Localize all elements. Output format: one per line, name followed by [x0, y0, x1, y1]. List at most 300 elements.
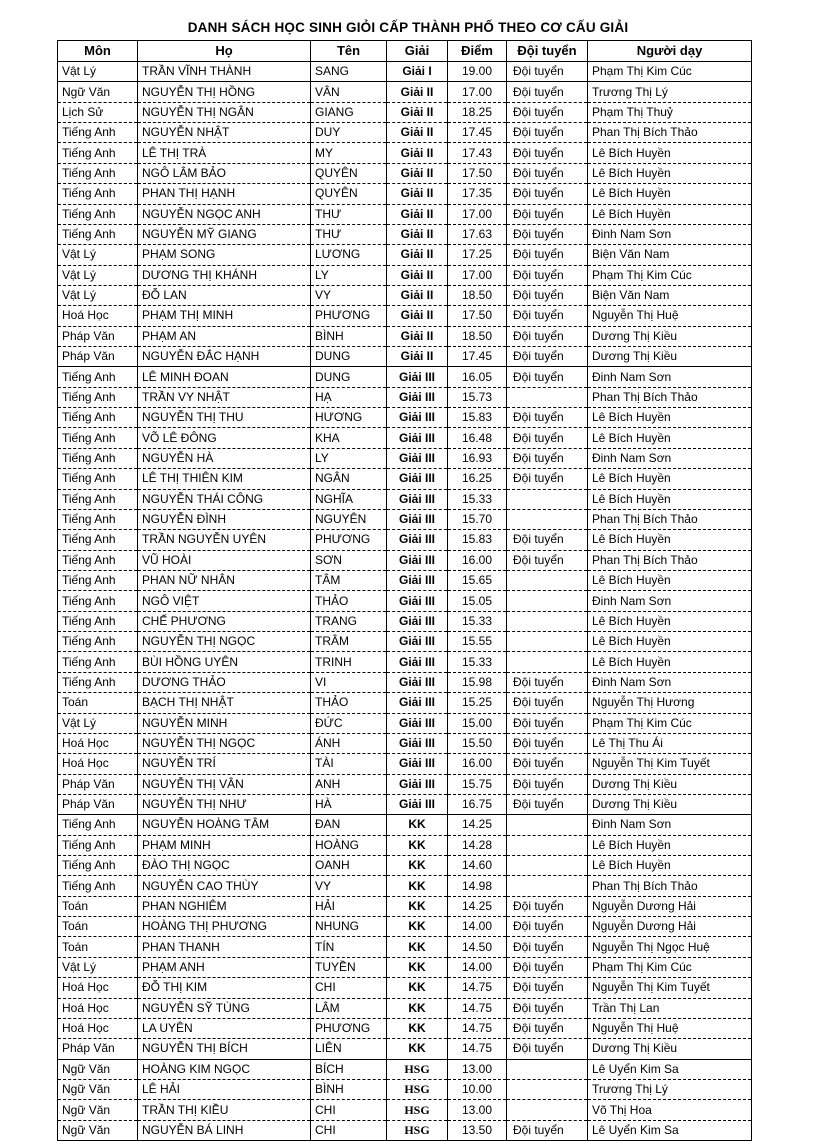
cell-giai: KK [387, 998, 448, 1018]
cell-nguoi-day: Lê Bích Huyền [588, 632, 752, 652]
cell-nguoi-day: Lê Bích Huyền [588, 835, 752, 855]
cell-ten: ĐAN [311, 815, 387, 835]
cell-ho: BÙI HỒNG UYÊN [138, 652, 311, 672]
cell-doi-tuyen [507, 1079, 588, 1099]
table-row [58, 570, 752, 590]
cell-mon: Pháp Văn [58, 774, 138, 794]
cell-mon: Hoá Học [58, 754, 138, 774]
cell-mon: Vật Lý [58, 285, 138, 305]
cell-mon: Hoá Học [58, 306, 138, 326]
cell-nguoi-day: Đinh Nam Sơn [588, 672, 752, 692]
cell-ho: TRẦN NGUYỄN UYÊN [138, 530, 311, 550]
cell-ho: TRẦN VY NHẬT [138, 387, 311, 407]
cell-mon: Ngữ Văn [58, 82, 138, 102]
cell-doi-tuyen: Đội tuyển [507, 896, 588, 916]
cell-doi-tuyen: Đội tuyển [507, 693, 588, 713]
cell-doi-tuyen: Đội tuyển [507, 102, 588, 122]
cell-doi-tuyen: Đội tuyển [507, 917, 588, 937]
cell-nguoi-day: Lê Uyển Kim Sa [588, 1059, 752, 1079]
cell-ten: DUY [311, 123, 387, 143]
cell-ten: THẢO [311, 591, 387, 611]
cell-ten: THƯ [311, 224, 387, 244]
cell-diem: 17.50 [448, 306, 507, 326]
cell-diem: 14.25 [448, 896, 507, 916]
cell-mon: Hoá Học [58, 978, 138, 998]
cell-diem: 15.83 [448, 408, 507, 428]
cell-diem: 15.00 [448, 713, 507, 733]
cell-nguoi-day: Lê Bích Huyền [588, 469, 752, 489]
cell-doi-tuyen: Đội tuyển [507, 774, 588, 794]
cell-mon: Tiếng Anh [58, 611, 138, 631]
cell-nguoi-day: Phạm Thị Kim Cúc [588, 713, 752, 733]
cell-mon: Tiếng Anh [58, 448, 138, 468]
cell-giai: Giải II [387, 326, 448, 346]
cell-diem: 14.00 [448, 917, 507, 937]
cell-mon: Tiếng Anh [58, 428, 138, 448]
cell-diem: 17.00 [448, 204, 507, 224]
cell-mon: Tiếng Anh [58, 815, 138, 835]
cell-ten: BÌNH [311, 1079, 387, 1099]
cell-mon: Tiếng Anh [58, 184, 138, 204]
cell-ho: NGUYỄN NHẬT [138, 123, 311, 143]
table-row [58, 387, 752, 407]
cell-giai: KK [387, 876, 448, 896]
cell-mon: Toán [58, 693, 138, 713]
cell-doi-tuyen: Đội tuyển [507, 82, 588, 102]
cell-giai: KK [387, 978, 448, 998]
cell-doi-tuyen [507, 570, 588, 590]
cell-mon: Tiếng Anh [58, 672, 138, 692]
cell-diem: 15.73 [448, 387, 507, 407]
cell-nguoi-day: Đinh Nam Sơn [588, 224, 752, 244]
cell-mon: Tiếng Anh [58, 224, 138, 244]
table-row [58, 469, 752, 489]
cell-mon: Tiếng Anh [58, 570, 138, 590]
cell-diem: 15.25 [448, 693, 507, 713]
table-row [58, 306, 752, 326]
cell-giai: HSG [387, 1059, 448, 1079]
cell-nguoi-day: Lê Bích Huyền [588, 489, 752, 509]
cell-giai: HSG [387, 1120, 448, 1140]
cell-ten: CHI [311, 978, 387, 998]
cell-giai: KK [387, 896, 448, 916]
cell-diem: 15.55 [448, 632, 507, 652]
cell-giai: Giải II [387, 163, 448, 183]
cell-nguoi-day: Dương Thị Kiều [588, 774, 752, 794]
cell-ten: ĐỨC [311, 713, 387, 733]
cell-doi-tuyen [507, 591, 588, 611]
cell-ten: DUNG [311, 367, 387, 387]
cell-mon: Vật Lý [58, 265, 138, 285]
cell-doi-tuyen: Đội tuyển [507, 62, 588, 82]
table-row [58, 224, 752, 244]
cell-ho: PHAN THANH [138, 937, 311, 957]
cell-mon: Ngữ Văn [58, 1079, 138, 1099]
cell-mon: Toán [58, 917, 138, 937]
table-row [58, 693, 752, 713]
table-row [58, 448, 752, 468]
table-row [58, 835, 752, 855]
cell-giai: Giải II [387, 82, 448, 102]
table-row [58, 408, 752, 428]
cell-doi-tuyen [507, 652, 588, 672]
table-row [58, 876, 752, 896]
cell-ten: NHUNG [311, 917, 387, 937]
cell-doi-tuyen: Đội tuyển [507, 469, 588, 489]
cell-mon: Vật Lý [58, 713, 138, 733]
page-title: DANH SÁCH HỌC SINH GIỎI CẤP THÀNH PHỐ THEO CƠ CẤU GIẢI [187, 20, 629, 35]
cell-ten: QUYÊN [311, 163, 387, 183]
cell-doi-tuyen: Đội tuyển [507, 733, 588, 753]
cell-giai: Giải III [387, 733, 448, 753]
cell-giai: Giải III [387, 591, 448, 611]
cell-diem: 17.25 [448, 245, 507, 265]
cell-nguoi-day: Nguyễn Thị Huệ [588, 306, 752, 326]
cell-diem: 16.93 [448, 448, 507, 468]
table-row [58, 428, 752, 448]
cell-nguoi-day: Lê Bích Huyền [588, 530, 752, 550]
table-row [58, 509, 752, 529]
cell-ho: LÊ HẢI [138, 1079, 311, 1099]
cell-diem: 15.50 [448, 733, 507, 753]
cell-mon: Tiếng Anh [58, 123, 138, 143]
cell-ten: BÍCH [311, 1059, 387, 1079]
cell-mon: Tiếng Anh [58, 856, 138, 876]
cell-ho: LA UYÊN [138, 1018, 311, 1038]
cell-nguoi-day: Nguyễn Thị Ngọc Huệ [588, 937, 752, 957]
cell-diem: 14.75 [448, 1039, 507, 1059]
table-row [58, 82, 752, 102]
cell-diem: 15.33 [448, 489, 507, 509]
cell-giai: Giải II [387, 123, 448, 143]
cell-doi-tuyen: Đội tuyển [507, 224, 588, 244]
cell-diem: 17.00 [448, 82, 507, 102]
cell-diem: 15.65 [448, 570, 507, 590]
cell-ho: NGUYỄN THỊ HỒNG [138, 82, 311, 102]
cell-ten: LIÊN [311, 1039, 387, 1059]
cell-nguoi-day: Phan Thị Bích Thảo [588, 123, 752, 143]
cell-ten: HÀ [311, 794, 387, 814]
student-table [57, 40, 752, 1141]
cell-doi-tuyen: Đội tuyển [507, 265, 588, 285]
cell-mon: Tiếng Anh [58, 163, 138, 183]
cell-diem: 13.00 [448, 1059, 507, 1079]
cell-diem: 14.75 [448, 998, 507, 1018]
cell-doi-tuyen [507, 856, 588, 876]
cell-nguoi-day: Đinh Nam Sơn [588, 367, 752, 387]
cell-doi-tuyen: Đội tuyển [507, 285, 588, 305]
cell-nguoi-day: Lê Bích Huyền [588, 611, 752, 631]
cell-ho: NGUYỄN MINH [138, 713, 311, 733]
cell-diem: 16.75 [448, 794, 507, 814]
cell-ten: TRINH [311, 652, 387, 672]
cell-doi-tuyen: Đội tuyển [507, 163, 588, 183]
cell-giai: Giải III [387, 469, 448, 489]
table-row [58, 998, 752, 1018]
header-row [58, 41, 752, 62]
cell-doi-tuyen: Đội tuyển [507, 326, 588, 346]
cell-doi-tuyen: Đội tuyển [507, 672, 588, 692]
cell-mon: Vật Lý [58, 62, 138, 82]
cell-ho: NGUYỄN THỊ VÂN [138, 774, 311, 794]
cell-nguoi-day: Nguyễn Thị Hương [588, 693, 752, 713]
cell-nguoi-day: Nguyễn Thị Huệ [588, 1018, 752, 1038]
cell-nguoi-day: Phạm Thị Kim Cúc [588, 62, 752, 82]
cell-giai: Giải II [387, 285, 448, 305]
cell-doi-tuyen: Đội tuyển [507, 367, 588, 387]
cell-doi-tuyen: Đội tuyển [507, 306, 588, 326]
cell-doi-tuyen: Đội tuyển [507, 184, 588, 204]
cell-doi-tuyen: Đội tuyển [507, 1120, 588, 1140]
cell-nguoi-day: Đinh Nam Sơn [588, 448, 752, 468]
table-row [58, 794, 752, 814]
cell-diem: 19.00 [448, 62, 507, 82]
cell-diem: 15.70 [448, 509, 507, 529]
cell-ho: NGÔ VIỆT [138, 591, 311, 611]
table-row [58, 774, 752, 794]
cell-ten: VÂN [311, 82, 387, 102]
cell-ten: TUYỀN [311, 957, 387, 977]
cell-ten: PHƯƠNG [311, 530, 387, 550]
cell-mon: Toán [58, 896, 138, 916]
cell-doi-tuyen [507, 876, 588, 896]
cell-diem: 18.25 [448, 102, 507, 122]
cell-giai: Giải III [387, 489, 448, 509]
cell-ho: TRẦN VĨNH THÀNH [138, 62, 311, 82]
cell-nguoi-day: Nguyễn Dương Hải [588, 917, 752, 937]
cell-mon: Tiếng Anh [58, 876, 138, 896]
table-row [58, 1059, 752, 1079]
cell-ho: NGUYỄN THỊ NGỌC [138, 632, 311, 652]
cell-ten: TRÂM [311, 632, 387, 652]
cell-mon: Pháp Văn [58, 326, 138, 346]
cell-ho: PHẠM AN [138, 326, 311, 346]
cell-mon: Tiếng Anh [58, 489, 138, 509]
table-row [58, 957, 752, 977]
cell-doi-tuyen: Đội tuyển [507, 794, 588, 814]
header-diem: Điểm [448, 41, 507, 62]
cell-diem: 14.75 [448, 978, 507, 998]
cell-doi-tuyen: Đội tuyển [507, 204, 588, 224]
cell-ten: BÌNH [311, 326, 387, 346]
cell-giai: Giải III [387, 367, 448, 387]
cell-giai: Giải III [387, 530, 448, 550]
cell-ten: TRANG [311, 611, 387, 631]
table-row [58, 733, 752, 753]
cell-ho: DƯƠNG THỊ KHÁNH [138, 265, 311, 285]
table-row [58, 265, 752, 285]
cell-ho: NGUYỄN CAO THÙY [138, 876, 311, 896]
cell-ho: PHAN NỮ NHÂN [138, 570, 311, 590]
table-row [58, 184, 752, 204]
cell-doi-tuyen: Đội tuyển [507, 1018, 588, 1038]
cell-giai: Giải II [387, 184, 448, 204]
header-mon: Môn [58, 41, 138, 62]
header-doi-tuyen: Đội tuyển [507, 41, 588, 62]
table-row [58, 937, 752, 957]
cell-ten: SƠN [311, 550, 387, 570]
cell-ho: BẠCH THỊ NHẬT [138, 693, 311, 713]
cell-ho: NGUYỄN MỸ GIANG [138, 224, 311, 244]
cell-diem: 14.28 [448, 835, 507, 855]
cell-diem: 17.35 [448, 184, 507, 204]
cell-giai: Giải III [387, 570, 448, 590]
table-row [58, 163, 752, 183]
cell-giai: KK [387, 917, 448, 937]
cell-ten: VI [311, 672, 387, 692]
cell-mon: Tiếng Anh [58, 469, 138, 489]
cell-diem: 18.50 [448, 326, 507, 346]
cell-ten: CHI [311, 1120, 387, 1140]
cell-diem: 17.50 [448, 163, 507, 183]
table-row [58, 917, 752, 937]
cell-doi-tuyen: Đội tuyển [507, 1039, 588, 1059]
cell-ho: NGUYỄN HÀ [138, 448, 311, 468]
cell-diem: 15.98 [448, 672, 507, 692]
cell-ho: ĐỖ THỊ KIM [138, 978, 311, 998]
table-row [58, 285, 752, 305]
cell-ten: TÂM [311, 570, 387, 590]
cell-ho: NGUYỄN THỊ NGÂN [138, 102, 311, 122]
cell-nguoi-day: Lê Bích Huyền [588, 143, 752, 163]
cell-doi-tuyen [507, 835, 588, 855]
cell-mon: Tiếng Anh [58, 835, 138, 855]
cell-diem: 16.25 [448, 469, 507, 489]
cell-nguoi-day: Đinh Nam Sơn [588, 591, 752, 611]
table-row [58, 1018, 752, 1038]
cell-doi-tuyen: Đội tuyển [507, 408, 588, 428]
cell-ten: THƯ [311, 204, 387, 224]
cell-giai: Giải II [387, 245, 448, 265]
cell-mon: Tiếng Anh [58, 204, 138, 224]
table-row [58, 102, 752, 122]
cell-diem: 14.25 [448, 815, 507, 835]
cell-ho: NGUYỄN BÁ LINH [138, 1120, 311, 1140]
cell-ho: LÊ MINH ĐOAN [138, 367, 311, 387]
cell-giai: Giải I [387, 62, 448, 82]
cell-ten: LY [311, 448, 387, 468]
cell-ten: CHI [311, 1100, 387, 1120]
cell-nguoi-day: Võ Thị Hoa [588, 1100, 752, 1120]
cell-nguoi-day: Lê Uyển Kim Sa [588, 1120, 752, 1140]
cell-ten: THẢO [311, 693, 387, 713]
cell-ten: VY [311, 285, 387, 305]
cell-mon: Tiếng Anh [58, 143, 138, 163]
cell-giai: Giải II [387, 347, 448, 367]
table-row [58, 632, 752, 652]
cell-nguoi-day: Nguyễn Thị Kim Tuyết [588, 754, 752, 774]
cell-doi-tuyen: Đội tuyển [507, 428, 588, 448]
cell-ten: NGÂN [311, 469, 387, 489]
table-row [58, 530, 752, 550]
cell-diem: 17.45 [448, 123, 507, 143]
cell-diem: 14.98 [448, 876, 507, 896]
cell-mon: Ngữ Văn [58, 1059, 138, 1079]
cell-ho: HOÀNG THỊ PHƯƠNG [138, 917, 311, 937]
cell-diem: 16.05 [448, 367, 507, 387]
cell-ho: NGUYỄN ĐẮC HẠNH [138, 347, 311, 367]
cell-diem: 18.50 [448, 285, 507, 305]
cell-nguoi-day: Nguyễn Thị Kim Tuyết [588, 978, 752, 998]
header-ho: Họ [138, 41, 311, 62]
cell-giai: KK [387, 957, 448, 977]
cell-ten: HOÀNG [311, 835, 387, 855]
cell-nguoi-day: Lê Bích Huyền [588, 652, 752, 672]
cell-doi-tuyen: Đội tuyển [507, 245, 588, 265]
cell-giai: HSG [387, 1079, 448, 1099]
cell-mon: Hoá Học [58, 733, 138, 753]
cell-giai: Giải III [387, 509, 448, 529]
cell-ho: NGUYỄN HOÀNG TÂM [138, 815, 311, 835]
table-row [58, 204, 752, 224]
header-giai: Giải [387, 41, 448, 62]
cell-nguoi-day: Phạm Thị Thuỷ [588, 102, 752, 122]
cell-ho: NGUYỄN SỸ TÙNG [138, 998, 311, 1018]
cell-nguoi-day: Lê Bích Huyền [588, 856, 752, 876]
cell-ho: NGUYỄN THỊ THU [138, 408, 311, 428]
cell-giai: KK [387, 856, 448, 876]
cell-mon: Vật Lý [58, 245, 138, 265]
cell-ho: VŨ HOÀI [138, 550, 311, 570]
table-row [58, 611, 752, 631]
cell-ho: VÕ LÊ ĐÔNG [138, 428, 311, 448]
table-row [58, 815, 752, 835]
cell-doi-tuyen [507, 1100, 588, 1120]
cell-ten: ÁNH [311, 733, 387, 753]
cell-giai: Giải III [387, 550, 448, 570]
cell-ten: LÂM [311, 998, 387, 1018]
cell-ho: TRẦN THỊ KIỀU [138, 1100, 311, 1120]
cell-ten: LY [311, 265, 387, 285]
table-row [58, 713, 752, 733]
header-ten: Tên [311, 41, 387, 62]
cell-diem: 14.00 [448, 957, 507, 977]
cell-mon: Tiếng Anh [58, 550, 138, 570]
cell-ho: PHAN THỊ HẠNH [138, 184, 311, 204]
table-row [58, 591, 752, 611]
cell-doi-tuyen [507, 1059, 588, 1079]
cell-giai: Giải III [387, 408, 448, 428]
table-row [58, 1079, 752, 1099]
cell-diem: 16.00 [448, 754, 507, 774]
cell-diem: 16.48 [448, 428, 507, 448]
cell-ho: ĐỖ LAN [138, 285, 311, 305]
cell-nguoi-day: Biện Văn Nam [588, 245, 752, 265]
cell-ho: NGUYỄN THỊ BÍCH [138, 1039, 311, 1059]
cell-giai: Giải III [387, 632, 448, 652]
cell-doi-tuyen [507, 632, 588, 652]
cell-ho: NGUYỄN ĐÌNH [138, 509, 311, 529]
cell-diem: 17.63 [448, 224, 507, 244]
cell-nguoi-day: Đinh Nam Sơn [588, 815, 752, 835]
cell-doi-tuyen: Đội tuyển [507, 754, 588, 774]
cell-mon: Tiếng Anh [58, 387, 138, 407]
cell-ten: NGHĨA [311, 489, 387, 509]
cell-mon: Tiếng Anh [58, 632, 138, 652]
cell-nguoi-day: Lê Bích Huyền [588, 570, 752, 590]
cell-nguoi-day: Lê Bích Huyền [588, 428, 752, 448]
cell-doi-tuyen [507, 815, 588, 835]
table-row [58, 1100, 752, 1120]
cell-ten: SANG [311, 62, 387, 82]
table-row [58, 326, 752, 346]
cell-mon: Vật Lý [58, 957, 138, 977]
cell-giai: Giải III [387, 428, 448, 448]
cell-mon: Pháp Văn [58, 1039, 138, 1059]
cell-nguoi-day: Nguyễn Dương Hải [588, 896, 752, 916]
cell-giai: Giải II [387, 306, 448, 326]
cell-nguoi-day: Lê Bích Huyền [588, 408, 752, 428]
